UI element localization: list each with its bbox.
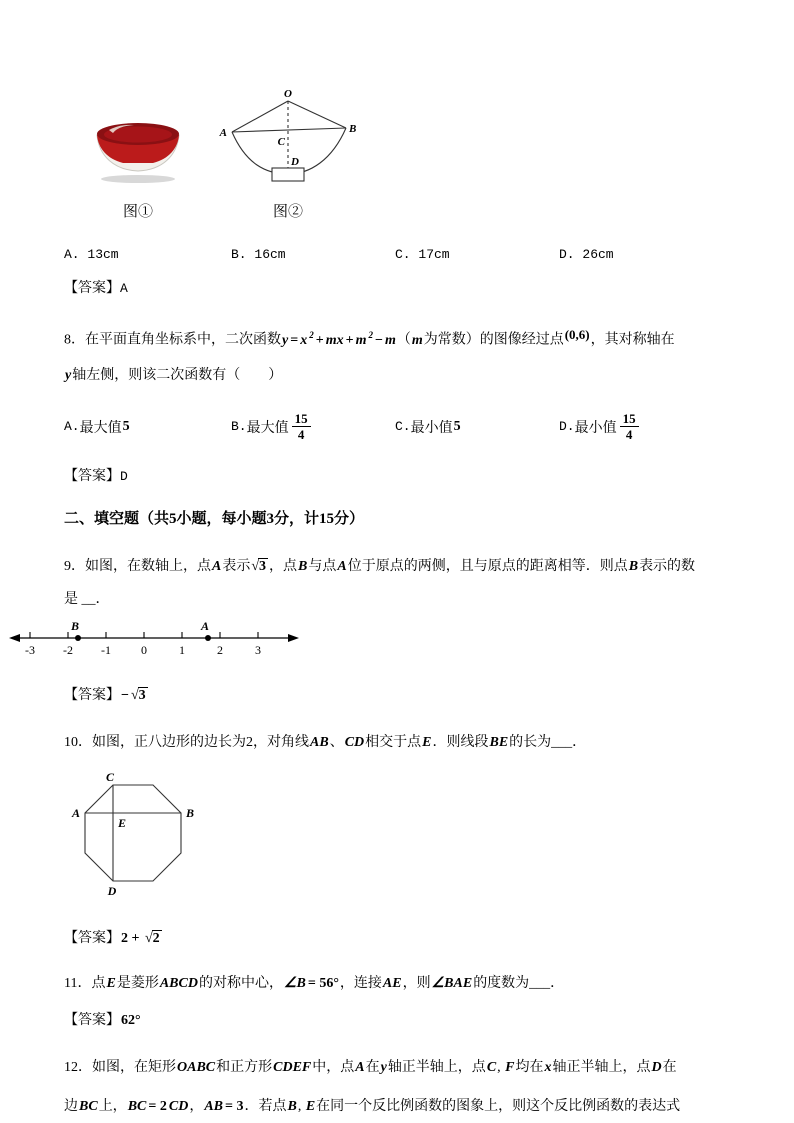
cone-diagram xyxy=(218,88,358,184)
q7-option-b: B. 16cm xyxy=(231,247,286,262)
q7-option-d: D. 26cm xyxy=(559,247,614,262)
cone-label-d: D xyxy=(291,156,299,168)
number-line xyxy=(8,620,300,666)
bowl-stand xyxy=(272,168,304,181)
q10-octagon-figure xyxy=(70,771,730,901)
q7-option-c: C. 17cm xyxy=(395,247,450,262)
tick-label: -2 xyxy=(63,642,73,657)
tick-label: 1 xyxy=(179,642,185,657)
q8-options xyxy=(64,404,730,450)
q9-answer: 【答案】− √3 xyxy=(64,687,146,703)
cone-label-b: B xyxy=(349,123,357,135)
cone-chord-ab xyxy=(232,128,346,132)
q9-text-line1: 9．如图，在数轴上，点A表示√3 ，点B与点A位于原点的两侧，且与原点的距离相等．则点B表示的数 xyxy=(64,558,696,574)
octagon-label-d: D xyxy=(107,883,117,898)
figure-1 xyxy=(92,120,184,221)
q8-text-line1: 8．在平面直角坐标系中，二次函数y = x $^2$ + mx + m $^2$ − m（m为常数）的图像经过点(0,6)，其对称轴在 xyxy=(64,326,675,348)
section-2-title: 二、填空题（共5小题，每小题3分，计15分） xyxy=(64,510,365,527)
tick-label: 2 xyxy=(217,642,223,657)
cone-label-a: A xyxy=(219,127,227,139)
figure-1-caption: 图① xyxy=(122,204,153,220)
axis-arrow-right xyxy=(288,634,299,642)
q7-answer: 【答案】A xyxy=(64,281,128,296)
figure-2-caption: 图② xyxy=(272,204,303,220)
q7-option-a: A. 13cm xyxy=(64,247,119,262)
point-b-dot xyxy=(75,635,81,641)
q8-option-d: D. 最小值 $\frac{15}{4}$ xyxy=(559,411,730,442)
octagon-label-b: B xyxy=(186,805,195,820)
cone-label-o: O xyxy=(284,88,292,100)
bowl-photo xyxy=(92,120,184,184)
octagon-diagram xyxy=(70,771,200,901)
q8-option-a: A. 最大值 5 xyxy=(64,418,130,436)
point-a-label: A xyxy=(200,619,210,633)
tick-label: -1 xyxy=(101,642,111,657)
cone-label-c: C xyxy=(277,136,285,148)
q8-option-b: B. 最大值 $\frac{15}{4}$ xyxy=(231,411,395,442)
octagon-label-c: C xyxy=(105,770,115,784)
cone-edge-oa xyxy=(232,101,288,132)
q12-text-line2: 边BC上，BC = 2 CD，AB = 3．若点B, E在同一个反比例函数的图象上，则这个反比例函数的表达式 xyxy=(64,1098,681,1114)
point-a-dot xyxy=(205,635,211,641)
cone-edge-ob xyxy=(288,101,346,128)
q7-figures xyxy=(92,88,730,221)
q9-text-line2: 是 __． xyxy=(64,591,110,607)
q8-option-c: C. 最小值 5 xyxy=(395,418,461,436)
bowl-shadow xyxy=(101,175,175,183)
q11-text: 11．点E是菱形ABCD的对称中心，∠B = 56°，连接AE，则∠BAE的度数为___． xyxy=(64,975,565,991)
q8-text-line2: y轴左侧，则该二次函数有（ ） xyxy=(65,367,283,383)
figure-2 xyxy=(218,88,358,221)
tick-label: 3 xyxy=(255,642,261,657)
q10-text: 10．如图，正八边形的边长为2，对角线AB、CD相交于点E．则线段BE的长为___． xyxy=(64,734,587,750)
q11-answer: 【答案】62° xyxy=(64,1012,141,1028)
octagon-label-e: E xyxy=(118,815,127,830)
bowl-arc xyxy=(232,128,346,174)
q10-answer: 【答案】2 + √2 xyxy=(64,930,160,946)
q12-text-line1: 12．如图，在矩形OABC和正方形CDEF中，点A在y轴正半轴上，点C, F均在x轴正半轴上，点D在 xyxy=(64,1059,677,1075)
q7-options xyxy=(64,247,730,262)
octagon-outline xyxy=(85,785,181,881)
tick-label: 0 xyxy=(141,642,147,657)
octagon-label-a: A xyxy=(71,805,80,820)
q9-numberline-figure xyxy=(8,620,730,666)
tick-label: -3 xyxy=(25,642,35,657)
axis-arrow-left xyxy=(9,634,20,642)
point-b-label: B xyxy=(70,619,80,633)
q8-answer: 【答案】D xyxy=(64,468,128,484)
